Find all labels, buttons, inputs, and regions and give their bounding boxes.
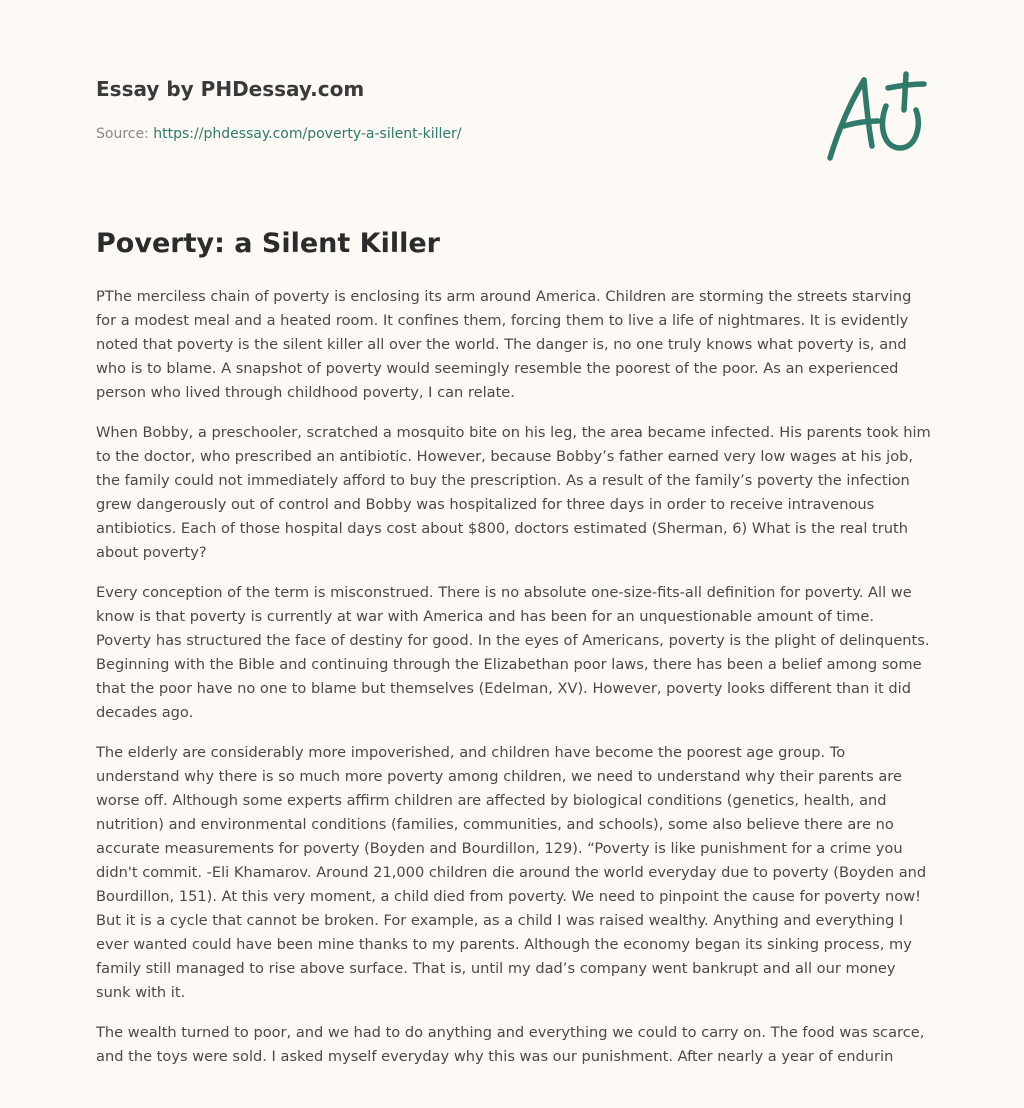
source-line: [96, 124, 796, 144]
essay-paragraph: The elderly are considerably more impoverished, and children have become the poorest age group. To understand why there is so much more poverty among children, we need to understand why their parents are worse off. Although some experts affirm children are affected by biological conditions (genetics, health, and nutrition) and environmental conditions (families, communities, and schools), some also believe there are no accurate measurements for poverty (Boyden and Bourdillon, 129). “Poverty is like punishment for a crime you didn't commit. -Eli Khamarov. Around 21,000 children die around the world everyday due to poverty (Boyden and Bourdillon, 151). At this very moment, a child died from poverty. We need to pinpoint the cause for poverty now! But it is a cycle that cannot be broken. For example, as a child I was raised wealthy. Anything and everything I ever wanted could have been mine thanks to my parents. Although the economy began its sinking process, my family still managed to rise above surface. That is, until my dad’s company went bankrupt and all our money sunk with it.: [96, 744, 927, 1001]
essay-paragraph: PThe merciless chain of poverty is enclosing its arm around America. Children are storming the streets starving for a modest meal and a heated room. It confines them, forcing them to live a life of nightmares. It is evidently noted that poverty is the silent killer all over the world. The danger is, no one truly knows what poverty is, and who is to blame. A snapshot of poverty would seemingly resemble the poorest of the poor. As an experienced person who lived through childhood poverty, I can relate.: [96, 288, 912, 401]
essay-paragraph: The wealth turned to poor, and we had to do anything and everything we could to carry on. The food was scarce, and the toys were sold. I asked myself everyday why this was our punishment. After nearly a year of endurin: [96, 1024, 925, 1065]
essay-body: [96, 285, 932, 1085]
site-title: Essay by PHDessay.com: [96, 77, 365, 101]
essay-title: Poverty: a Silent Killer: [96, 228, 440, 259]
source-label: Source:: [96, 126, 149, 142]
source-link[interactable]: https://phdessay.com/poverty-a-silent-killer/: [153, 126, 462, 142]
essay-paragraph: When Bobby, a preschooler, scratched a mosquito bite on his leg, the area became infected. His parents took him to the doctor, who prescribed an antibiotic. However, because Bobby’s father earned very low wages at his job, the family could not immediately afford to buy the prescription. As a result of the family’s poverty the infection grew dangerously out of control and Bobby was hospitalized for three days in order to receive intravenous antibiotics. Each of those hospital days cost about $800, doctors estimated (Sherman, 6) What is the real truth about poverty?: [96, 424, 931, 561]
essay-header: [96, 74, 796, 144]
essay-paragraph: Every conception of the term is misconstrued. There is no absolute one-size-fits-all definition for poverty. All we know is that poverty is currently at war with America and has been for an unquestionable amount of time. Poverty has structured the face of destiny for good. In the eyes of Americans, poverty is the plight of delinquents. Beginning with the Bible and continuing through the Elizabethan poor laws, there has been a belief among some that the poor have no one to blame but themselves (Edelman, XV). However, poverty looks different than it did decades ago.: [96, 584, 930, 721]
a-plus-logo-icon: [820, 66, 930, 166]
